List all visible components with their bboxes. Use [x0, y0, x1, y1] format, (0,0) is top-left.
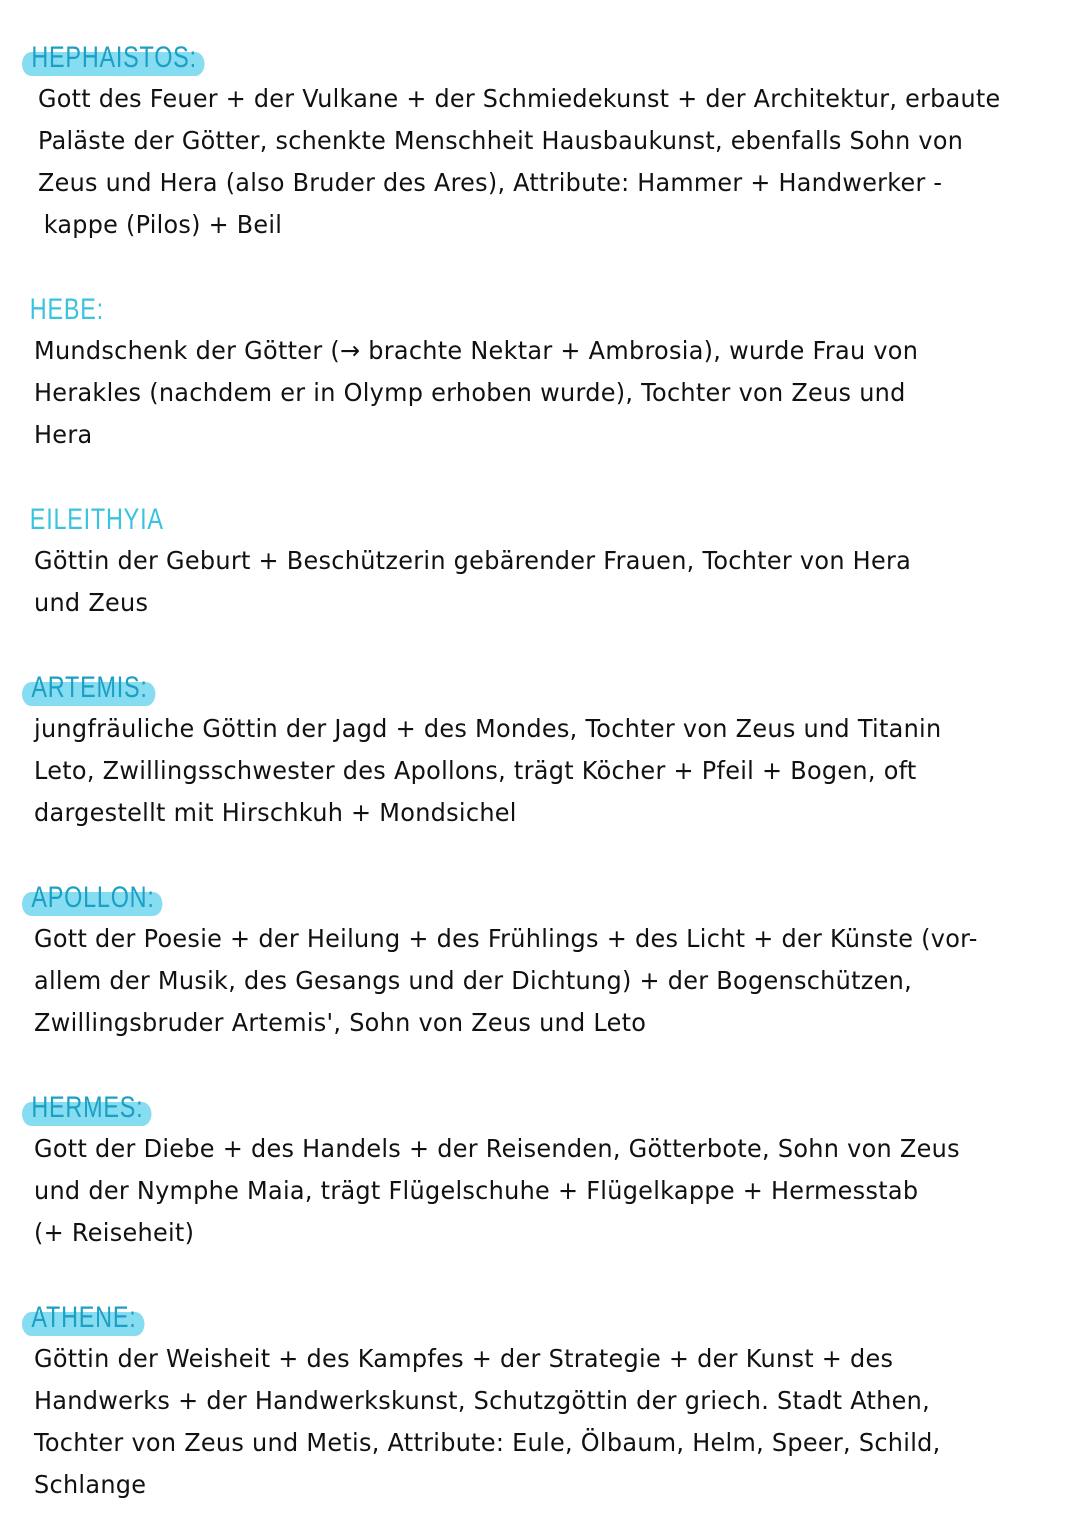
text-line: Paläste der Götter, schenkte Menschheit Hausbaukunst, ebenfalls Sohn von: [38, 126, 964, 155]
text-line: Handwerks + der Handwerkskunst, Schutzgöttin der griech. Stadt Athen,: [34, 1386, 930, 1415]
text-line: Göttin der Geburt + Beschützerin gebärender Frauen, Tochter von Hera: [34, 546, 912, 575]
text-line: Schlange: [34, 1470, 147, 1499]
text-line: Zeus und Hera (also Bruder des Ares), Attribute: Hammer + Handwerker -: [38, 168, 943, 197]
section-hebe: [0, 292, 1080, 456]
heading-hephaistos: HEPHAISTOS:: [22, 40, 205, 76]
text-line: Hera: [34, 420, 93, 449]
description-apollon: [34, 918, 1074, 1044]
description-hermes: [34, 1128, 1074, 1254]
text-line: kappe (Pilos) + Beil: [43, 210, 283, 239]
section-apollon: [0, 880, 1080, 1044]
text-line: jungfräuliche Göttin der Jagd + des Mondes, Tochter von Zeus und Titanin: [34, 714, 942, 743]
text-line: (+ Reiseheit): [34, 1218, 195, 1247]
heading-hermes: HERMES:: [22, 1090, 151, 1126]
heading-hebe: HEBE:: [29, 293, 104, 326]
text-line: Gott des Feuer + der Vulkane + der Schmiedekunst + der Architektur, erbaute: [38, 84, 1001, 113]
description-hephaistos: [38, 78, 1078, 246]
section-eileithyia: [0, 502, 1080, 624]
text-line: dargestellt mit Hirschkuh + Mondsichel: [34, 798, 517, 827]
heading-apollon: APOLLON:: [22, 880, 162, 916]
text-line: Tochter von Zeus und Metis, Attribute: Eule, Ölbaum, Helm, Speer, Schild,: [34, 1428, 941, 1457]
heading-eileithyia: EILEITHYIA: [29, 503, 164, 536]
text-line: Zwillingsbruder Artemis', Sohn von Zeus und Leto: [34, 1008, 647, 1037]
section-hermes: [0, 1090, 1080, 1254]
description-hebe: [34, 330, 1074, 456]
section-hephaistos: [0, 40, 1080, 246]
description-eileithyia: [34, 540, 1074, 624]
text-line: Gott der Poesie + der Heilung + des Frühlings + des Licht + der Künste (vor-: [34, 924, 978, 953]
text-line: Mundschenk der Götter (→ brachte Nektar + Ambrosia), wurde Frau von: [34, 336, 919, 365]
text-line: Herakles (nachdem er in Olymp erhoben wurde), Tochter von Zeus und: [34, 378, 906, 407]
description-athene: [34, 1338, 1074, 1506]
text-line: Göttin der Weisheit + des Kampfes + der Strategie + der Kunst + des: [34, 1344, 894, 1373]
section-athene: [0, 1300, 1080, 1506]
heading-athene: ATHENE:: [22, 1300, 144, 1336]
text-line: und der Nymphe Maia, trägt Flügelschuhe + Flügelkappe + Hermesstab: [34, 1176, 919, 1205]
text-line: Leto, Zwillingsschwester des Apollons, trägt Köcher + Pfeil + Bogen, oft: [34, 756, 917, 785]
text-line: und Zeus: [34, 588, 149, 617]
text-line: allem der Musik, des Gesangs und der Dichtung) + der Bogenschützen,: [34, 966, 913, 995]
text-line: Gott der Diebe + des Handels + der Reisenden, Götterbote, Sohn von Zeus: [34, 1134, 960, 1163]
description-artemis: [34, 708, 1074, 834]
section-artemis: [0, 670, 1080, 834]
heading-artemis: ARTEMIS:: [22, 670, 155, 706]
